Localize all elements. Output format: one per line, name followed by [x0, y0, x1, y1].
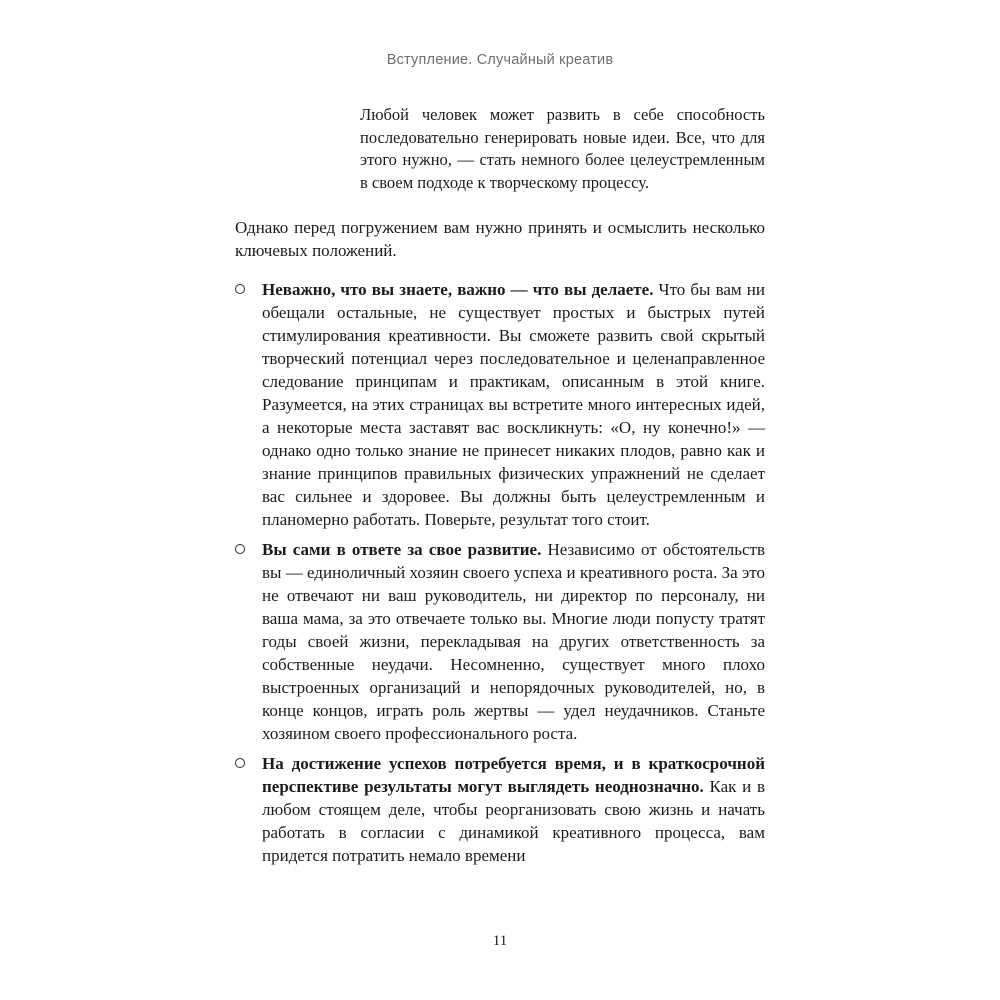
intro-paragraph: Однако перед погружением вам нужно принять и осмыслить несколько ключевых положений.: [235, 218, 765, 260]
bullet-paragraph: [262, 538, 765, 745]
list-item: [235, 278, 765, 531]
bullet-body-text: Независимо от обстоятельств вы — единоличный хозяин своего успеха и креативного роста. За это не отвечают ни ваш руководитель, ни директор по персоналу, ни ваша мама, за это отвечаете только вы. Многие люди попусту тратят годы своей жизни, перекладывая на других ответственность за собственные неудачи. Несомненно, существует много плохо выстроенных организаций и непорядочных руководителей, но, в конце концов, играть роль жертвы — удел неудачников. Станьте хозяином своего профессионального роста.: [262, 540, 765, 743]
bullet-lead-bold: На достижение успехов потребуется время, и в краткосрочной перспективе результаты могут выглядеть неоднозначно.: [262, 754, 765, 796]
bullet-list: [235, 278, 765, 867]
circle-icon: [235, 284, 245, 294]
list-item: [235, 752, 765, 867]
page-number: 11: [492, 933, 508, 949]
running-header: Вступление. Случайный креатив: [386, 52, 614, 68]
bullet-lead-bold: Вы сами в ответе за свое развитие.: [262, 540, 542, 559]
circle-icon: [235, 758, 245, 768]
open-circle-bullet-icon: [235, 278, 262, 294]
epigraph: Любой человек может развить в себе способность последовательно генерировать новые идеи. Все, что для этого нужно, — стать немного более целеустремленным в своем подходе к творческому процессу.: [360, 105, 765, 192]
bullet-paragraph: [262, 752, 765, 867]
open-circle-bullet-icon: [235, 538, 262, 554]
bullet-body-text: Как и в любом стоящем деле, чтобы реорганизовать свою жизнь и начать работать в согласии с динамикой креативного процесса, вам придется потратить немало времени: [262, 777, 765, 865]
bullet-body-text: Что бы вам ни обещали остальные, не существует простых и быстрых путей стимулирования креативности. Вы сможете развить свой скрытый творческий потенциал через последовательное и целенаправленное следование принципам и практикам, описанным в этой книге. Разумеется, на этих страницах вы встретите много интересных идей, а некоторые места заставят вас воскликнуть: «О, ну конечно!» — однако одно только знание не принесет никаких плодов, равно как и знание принципов правильных физических упражнений не сделает вас сильнее и здоровее. Вы должны быть целеустремленным и планомерно работать. Поверьте, результат того стоит.: [262, 280, 765, 529]
list-item: [235, 538, 765, 745]
open-circle-bullet-icon: [235, 752, 262, 768]
bullet-paragraph: [262, 278, 765, 531]
circle-icon: [235, 544, 245, 554]
bullet-lead-bold: Неважно, что вы знаете, важно — что вы делаете.: [262, 280, 654, 299]
